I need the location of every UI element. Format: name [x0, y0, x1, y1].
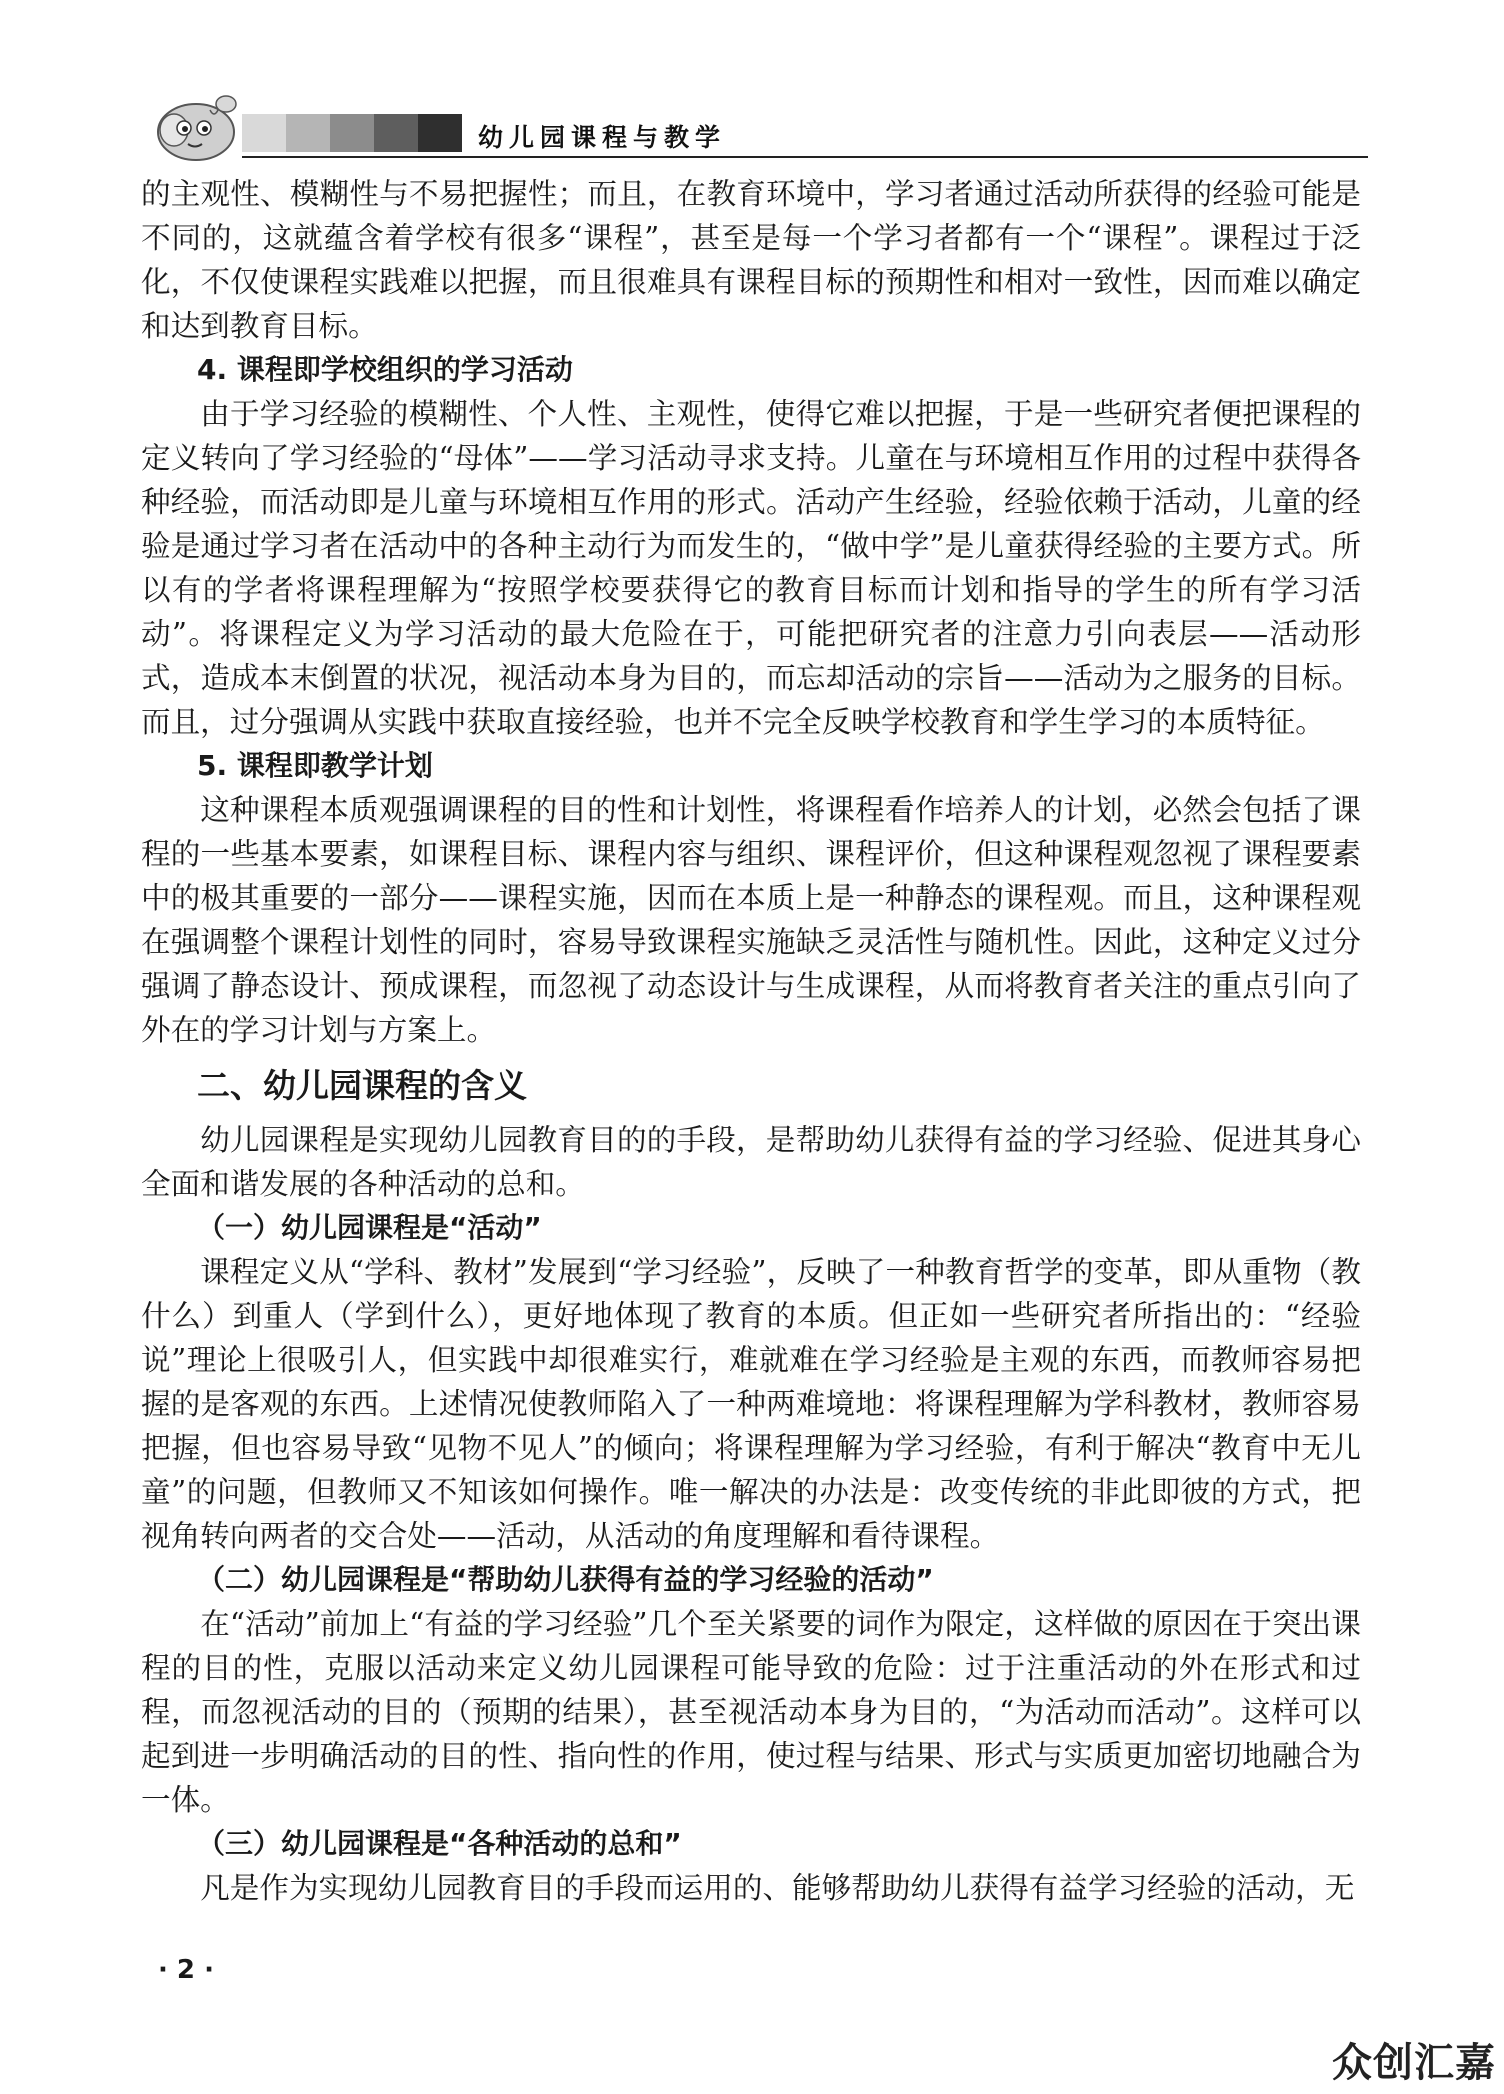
page-body	[141, 172, 1361, 1910]
subheading-one: （一）幼儿园课程是“活动”	[197, 1211, 542, 1244]
subheading-5: 5. 课程即教学计划	[197, 749, 433, 782]
paragraph: 幼儿园课程是实现幼儿园教育目的的手段，是帮助幼儿获得有益的学习经验、促进其身心全面和谐发展的各种活动的总和。	[141, 1123, 1361, 1201]
paragraph-continued: 的主观性、模糊性与不易把握性；而且，在教育环境中，学习者通过活动所获得的经验可能是不同的，这就蕴含着学校有很多“课程”，甚至是每一个学习者都有一个“课程”。课程过于泛化，不仅使课程实践难以把握，而且很难具有课程目标的预期性和相对一致性，因而难以确定和达到教育目标。	[141, 177, 1361, 343]
paragraph: 由于学习经验的模糊性、个人性、主观性，使得它难以把握，于是一些研究者便把课程的定义转向了学习经验的“母体”——学习活动寻求支持。儿童在与环境相互作用的过程中获得各种经验，而活动即是儿童与环境相互作用的形式。活动产生经验，经验依赖于活动，儿童的经验是通过学习者在活动中的各种主动行为而发生的，“做中学”是儿童获得经验的主要方式。所以有的学者将课程理解为“按照学校要获得它的教育目标而计划和指导的学生的所有学习活动”。将课程定义为学习活动的最大危险在于，可能把研究者的注意力引向表层——活动形式，造成本末倒置的状况，视活动本身为目的，而忘却活动的宗旨——活动为之服务的目标。而且，过分强调从实践中获取直接经验，也并不完全反映学校教育和学生学习的本质特征。	[141, 397, 1361, 739]
section-heading: 二、幼儿园课程的含义	[197, 1066, 527, 1105]
header-title: 幼儿园课程与教学	[478, 123, 727, 152]
paragraph: 凡是作为实现幼儿园教育目的手段而运用的、能够帮助幼儿获得有益学习经验的活动，无	[200, 1871, 1355, 1905]
watermark-logo: 众创汇嘉	[1332, 2040, 1496, 2086]
subheading-4: 4. 课程即学校组织的学习活动	[197, 353, 573, 386]
mascot-logo-icon	[138, 92, 248, 164]
header-gradient-bars	[242, 114, 462, 152]
paragraph: 在“活动”前加上“有益的学习经验”几个至关紧要的词作为限定，这样做的原因在于突出课程的目的性，克服以活动来定义幼儿园课程可能导致的危险：过于注重活动的外在形式和过程，而忽视活动的目的（预期的结果），甚至视活动本身为目的，“为活动而活动”。这样可以起到进一步明确活动的目的性、指向性的作用，使过程与结果、形式与实质更加密切地融合为一体。	[141, 1607, 1361, 1817]
header-rule	[242, 156, 1368, 158]
paragraph: 这种课程本质观强调课程的目的性和计划性，将课程看作培养人的计划，必然会包括了课程的一些基本要素，如课程目标、课程内容与组织、课程评价，但这种课程观忽视了课程要素中的极其重要的一部分——课程实施，因而在本质上是一种静态的课程观。而且，这种课程观在强调整个课程计划性的同时，容易导致课程实施缺乏灵活性与随机性。因此，这种定义过分强调了静态设计、预成课程，而忽视了动态设计与生成课程，从而将教育者关注的重点引向了外在的学习计划与方案上。	[141, 793, 1361, 1047]
subheading-two: （二）幼儿园课程是“帮助幼儿获得有益的学习经验的活动”	[197, 1563, 934, 1596]
running-header	[138, 92, 1368, 164]
paragraph: 课程定义从“学科、教材”发展到“学习经验”，反映了一种教育哲学的变革，即从重物（教什么）到重人（学到什么），更好地体现了教育的本质。但正如一些研究者所指出的：“经验说”理论上很吸引人，但实践中却很难实行，难就难在学习经验是主观的东西，而教师容易把握的是客观的东西。上述情况使教师陷入了一种两难境地：将课程理解为学科教材，教师容易把握，但也容易导致“见物不见人”的倾向；将课程理解为学习经验，有利于解决“教育中无儿童”的问题，但教师又不知该如何操作。唯一解决的办法是：改变传统的非此即彼的方式，把视角转向两者的交合处——活动，从活动的角度理解和看待课程。	[141, 1255, 1361, 1553]
subheading-three: （三）幼儿园课程是“各种活动的总和”	[197, 1827, 682, 1860]
page-number: · 2 ·	[158, 1955, 214, 1985]
